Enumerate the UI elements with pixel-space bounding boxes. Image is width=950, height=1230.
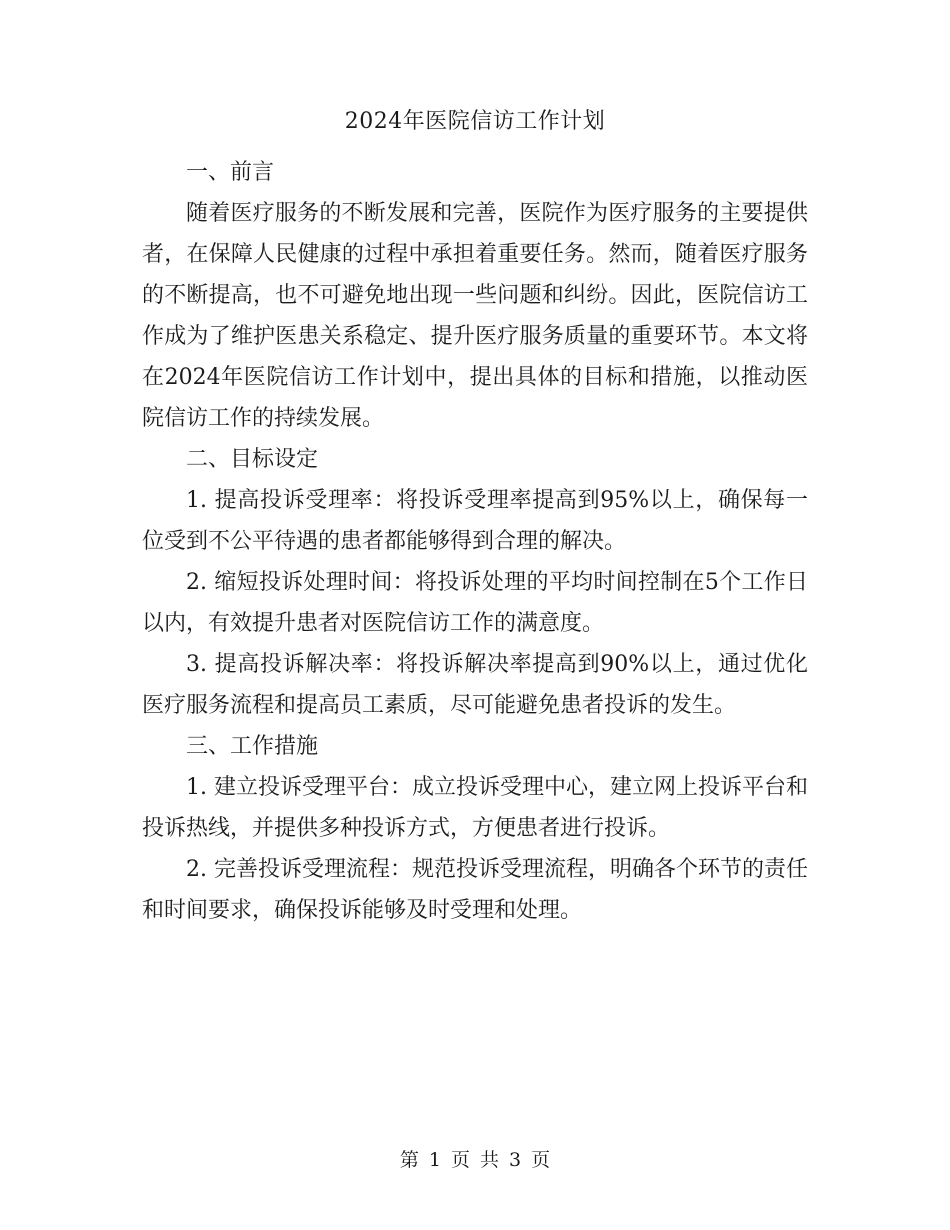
section-heading-preface: 一、前言 — [186, 160, 275, 185]
document-body — [142, 152, 808, 931]
measure-item-1: 1. 建立投诉受理平台：成立投诉受理中心，建立网上投诉平台和投诉热线，并提供多种投诉方式，方便患者进行投诉。 — [142, 775, 808, 841]
section-heading-measures: 三、工作措施 — [186, 734, 319, 759]
measure-item-2: 2. 完善投诉受理流程：规范投诉受理流程，明确各个环节的责任和时间要求，确保投诉能够及时受理和处理。 — [142, 857, 808, 923]
preface-paragraph: 随着医疗服务的不断发展和完善，医院作为医疗服务的主要提供者，在保障人民健康的过程中承担着重要任务。然而，随着医疗服务的不断提高，也不可避免地出现一些问题和纠纷。因此，医院信访工作成为了维护医患关系稳定、提升医疗服务质量的重要环节。本文将在2024年医院信访工作计划中，提出具体的目标和措施，以推动医院信访工作的持续发展。 — [142, 201, 808, 431]
document-title: 2024年医院信访工作计划 — [344, 109, 606, 134]
goal-item-3: 3. 提高投诉解决率：将投诉解决率提高到90%以上，通过优化医疗服务流程和提高员工素质，尽可能避免患者投诉的发生。 — [142, 652, 808, 718]
goal-item-1: 1. 提高投诉受理率：将投诉受理率提高到95%以上，确保每一位受到不公平待遇的患者都能够得到合理的解决。 — [142, 488, 808, 554]
section-heading-goals: 二、目标设定 — [186, 447, 319, 472]
page-footer: 第 1 页 共 3 页 — [399, 1149, 551, 1171]
goal-item-2: 2. 缩短投诉处理时间：将投诉处理的平均时间控制在5个工作日以内，有效提升患者对医院信访工作的满意度。 — [142, 570, 808, 636]
